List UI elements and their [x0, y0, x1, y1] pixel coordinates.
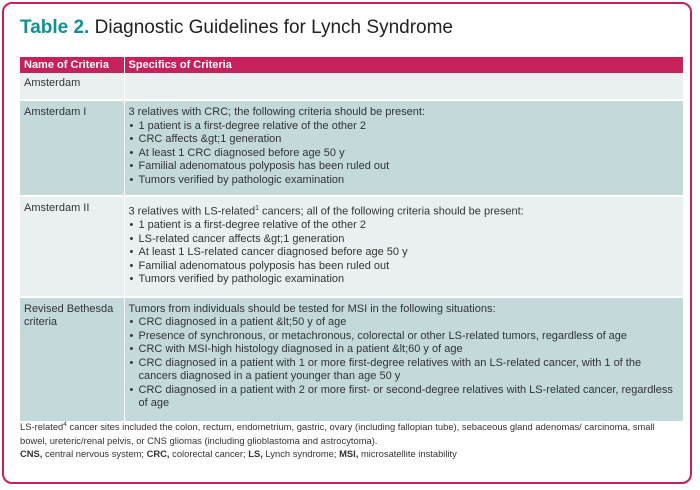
list-item: • CRC diagnosed in a patient with 2 or more first- or second-degree relatives with LS-related cancer, regardless of age	[129, 384, 680, 411]
criteria-name: Amsterdam	[20, 73, 124, 100]
criteria-list	[129, 316, 680, 411]
footnote-ref: 1	[255, 205, 259, 212]
table-title	[20, 17, 453, 39]
list-item: • CRC diagnosed in a patient with 1 or more first-degree relatives with an LS-related cancer, with 1 of the cancers diagnosed in a patient younger than age 50 y	[129, 357, 680, 384]
criteria-list	[129, 219, 680, 287]
abbreviation-definition: central nervous system;	[42, 448, 147, 459]
list-item: • CRC diagnosed in a patient &lt;50 y of age	[129, 316, 680, 330]
abbreviation-term: CNS,	[20, 448, 43, 459]
list-item: • Presence of synchronous, or metachronous, colorectal or other LS-related tumors, regardless of age	[129, 330, 680, 344]
table-card	[2, 2, 692, 484]
table-header-row	[20, 57, 683, 73]
column-header-specifics: Specifics of Criteria	[124, 57, 683, 73]
list-item: • Familial adenomatous polyposis has been ruled out	[129, 160, 680, 174]
criteria-name: Revised Bethesda criteria	[20, 297, 124, 422]
list-item: • At least 1 CRC diagnosed before age 50 y	[129, 147, 680, 161]
abbreviation-term: MSI,	[339, 448, 359, 459]
list-item: • At least 1 LS-related cancer diagnosed before age 50 y	[129, 246, 680, 260]
column-header-name: Name of Criteria	[20, 57, 124, 73]
abbreviation-term: LS,	[248, 448, 263, 459]
abbreviation-definition: colorectal cancer;	[169, 448, 249, 459]
table-footnote: LS-related$^4$ cancer sites included the colon, rectum, endometrium, gastric, ovary (including fallopian tube), sebaceous gland adenomas/ carcinoma, small bowel, ureteric/renal pelvis, or CNS gliomas (including glioblastoma and astrocytoma).	[20, 421, 655, 446]
list-item: • Tumors verified by pathologic examination	[129, 174, 680, 188]
abbreviations	[20, 447, 684, 460]
criteria-list	[129, 120, 680, 188]
abbreviation-term: CRC,	[146, 448, 170, 459]
list-item: • CRC with MSI-high histology diagnosed in a patient &lt;60 y of age	[129, 343, 680, 357]
table-row	[20, 73, 683, 100]
table-number: Table 2.	[20, 17, 90, 38]
criteria-name: Amsterdam II	[20, 196, 124, 297]
list-item: • 1 patient is a first-degree relative of the other 2	[129, 120, 680, 134]
list-item: • 1 patient is a first-degree relative of the other 2	[129, 219, 680, 233]
criteria-name: Amsterdam I	[20, 100, 124, 196]
criteria-specifics	[124, 73, 683, 100]
criteria-intro: Tumors from individuals should be tested for MSI in the following situations:	[128, 302, 496, 315]
criteria-specifics	[124, 297, 683, 422]
table-title-text: Diagnostic Guidelines for Lynch Syndrome	[94, 17, 453, 38]
criteria-table	[20, 57, 683, 423]
table-row	[20, 100, 683, 196]
criteria-intro: 3 relatives with LS-related$^1$ cancers; all of the following criteria should be present:	[128, 205, 524, 218]
abbreviation-definition: Lynch syndrome;	[262, 448, 340, 459]
criteria-specifics	[124, 100, 683, 196]
footnote-ref: 4	[63, 421, 67, 428]
list-item: • Tumors verified by pathologic examination	[129, 273, 680, 287]
list-item: • LS-related cancer affects &gt;1 generation	[129, 233, 680, 247]
criteria-intro: 3 relatives with CRC; the following criteria should be present:	[128, 106, 426, 118]
list-item: • Familial adenomatous polyposis has been ruled out	[129, 260, 680, 274]
table-row	[20, 297, 683, 422]
list-item: • CRC affects &gt;1 generation	[129, 133, 680, 147]
table-row	[20, 196, 683, 297]
abbreviation-definition: microsatellite instability	[358, 448, 457, 459]
criteria-specifics	[124, 196, 683, 297]
